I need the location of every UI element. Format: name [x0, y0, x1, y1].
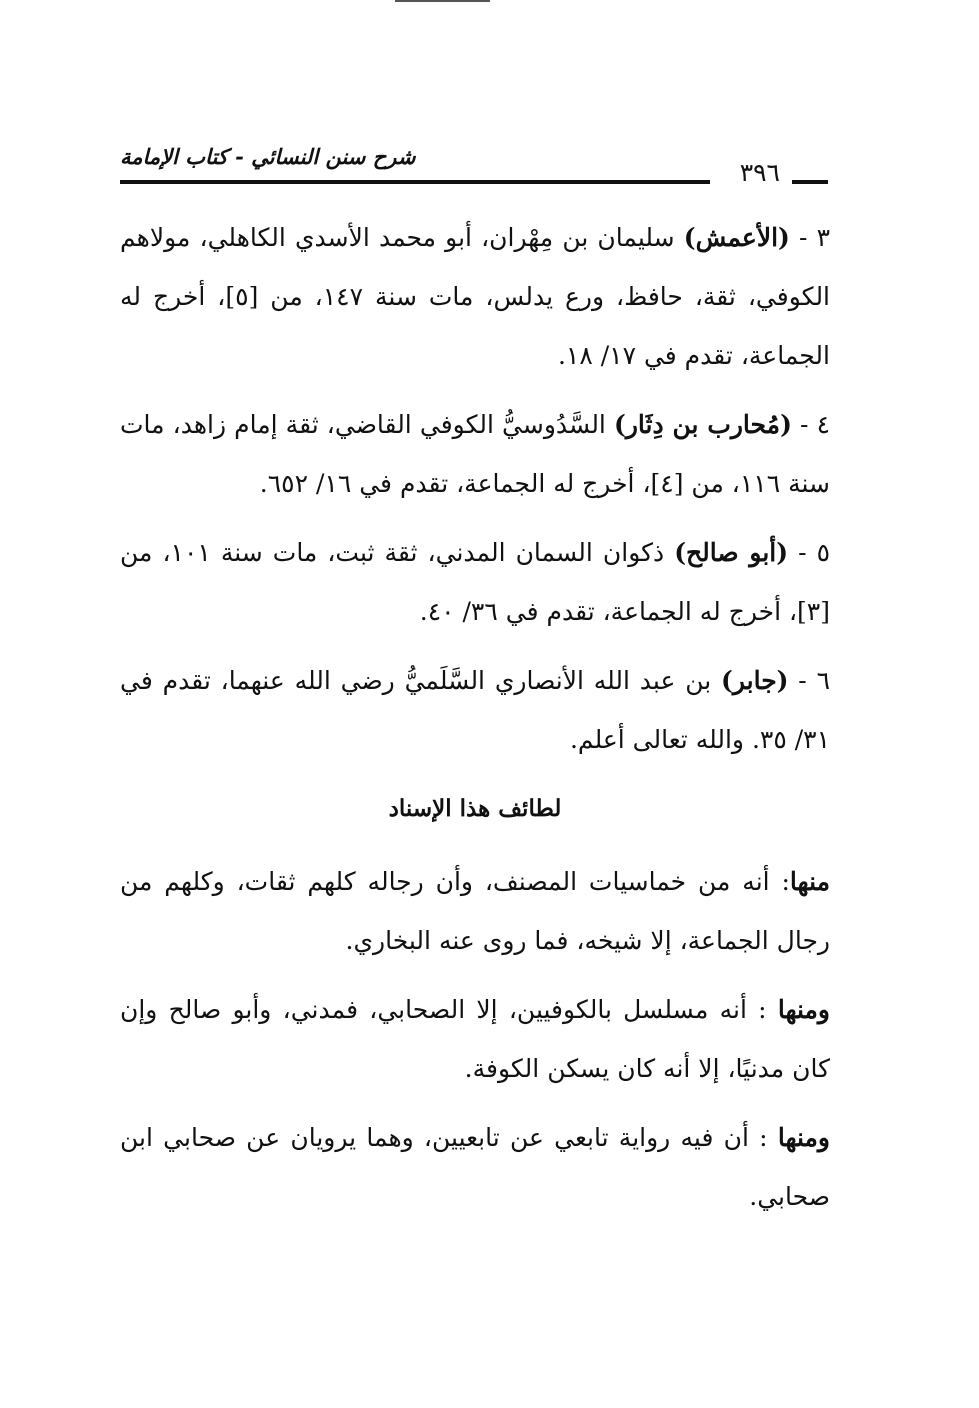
narrator-text: ذكوان السمان المدني، ثقة ثبت، مات سنة ١٠١، من [٣]، أخرج له الجماعة، تقدم في ٣٦/ ٤٠. — [120, 538, 830, 626]
note-lead: منها — [789, 867, 830, 896]
narrator-number: ٤ - — [791, 410, 830, 439]
header-rule-short — [792, 180, 828, 184]
isnad-note-3 — [120, 1108, 830, 1226]
narrator-text: بن عبد الله الأنصاري السَّلَميُّ رضي الله عنهما، تقدم في ٣١/ ٣٥. والله تعالى أعلم. — [120, 666, 830, 754]
section-heading: لطائف هذا الإسناد — [388, 795, 562, 822]
narrator-entry-6 — [120, 651, 830, 769]
header-rule — [120, 180, 710, 184]
isnad-note-1 — [120, 852, 830, 970]
page-number: ٣٩٦ — [739, 158, 780, 187]
note-lead: ومنها — [777, 1123, 830, 1152]
narrator-name: (الأعمش) — [683, 223, 790, 252]
page-header — [120, 138, 830, 188]
note-lead: ومنها — [777, 995, 830, 1024]
note-text: : أنه مسلسل بالكوفيين، إلا الصحابي، فمدني، وأبو صالح وإن كان مدنيًا، إلا أنه كان يسكن الكوفة. — [120, 995, 830, 1083]
note-text: : أن فيه رواية تابعي عن تابعيين، وهما يرويان عن صحابي ابن صحابي. — [120, 1123, 830, 1211]
narrator-name: (جابر) — [721, 666, 789, 695]
isnad-note-2 — [120, 980, 830, 1098]
page-body — [120, 208, 830, 1236]
narrator-name: (أبو صالح) — [674, 538, 789, 567]
note-text: : أنه من خماسيات المصنف، وأن رجاله كلهم ثقات، وكلهم من رجال الجماعة، إلا شيخه، فما روى عنه البخاري. — [120, 867, 830, 955]
running-title: شرح سنن النسائي - كتاب الإمامة — [120, 144, 416, 169]
narrator-entry-4 — [120, 395, 830, 513]
top-edge-mark — [395, 0, 490, 2]
narrator-text: السَّدُوسيُّ الكوفي القاضي، ثقة إمام زاهد، مات سنة ١١٦، من [٤]، أخرج له الجماعة، تقدم في ١٦/ ٦٥٢. — [120, 410, 830, 498]
narrator-number: ٥ - — [788, 538, 831, 567]
narrator-entry-5 — [120, 523, 830, 641]
narrator-text: سليمان بن مِهْران، أبو محمد الأسدي الكاهلي، مولاهم الكوفي، ثقة، حافظ، ورع يدلس، مات سنة ١٤٧، من [٥]، أخرج له الجماعة، تقدم في ١٧/ ١٨. — [120, 223, 831, 370]
narrator-entry-3 — [120, 208, 830, 385]
narrator-number: ٦ - — [788, 666, 830, 695]
narrator-number: ٣ - — [789, 223, 830, 252]
narrator-name: (مُحارب بن دِثَار) — [614, 410, 792, 439]
